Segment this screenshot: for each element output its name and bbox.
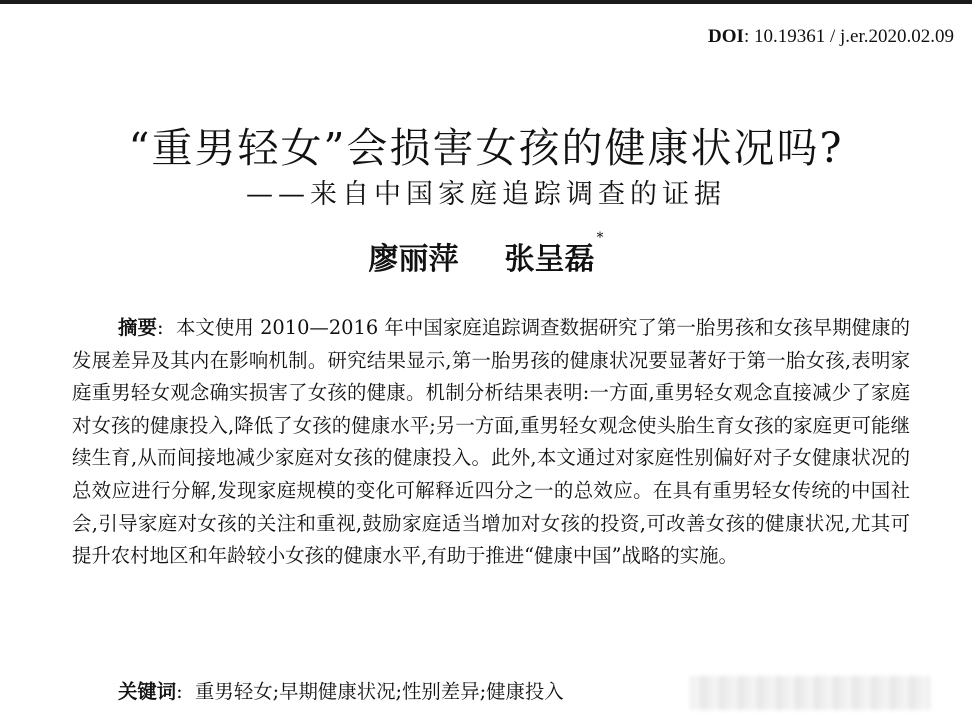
keywords-text: 重男轻女;早期健康状况;性别差异;健康投入	[195, 680, 564, 703]
abstract-text: 本文使用 2010—2016 年中国家庭追踪调查数据研究了第一胎男孩和女孩早期健康的发展差异及其内在影响机制。研究结果显示,第一胎男孩的健康状况要显著好于第一胎女孩,表明家庭重男轻女观念确实损害了女孩的健康。机制分析结果表明:一方面,重男轻女观念直接减少了家庭对女孩的健康投入,降低了女孩的健康水平;另一方面,重男轻女观念使头胎生育女孩的家庭更可能继续生育,从而间接地减少家庭对女孩的健康投入。此外,本文通过对家庭性别偏好对子女健康状况的总效应进行分解,发现家庭规模的变化可解释近四分之一的总效应。在具有重男轻女传统的中国社会,引导家庭对女孩的关注和重视,鼓励家庭适当增加对女孩的投资,可改善女孩的健康状况,尤其可提升农村地区和年龄较小女孩的健康水平,有助于推进“健康中国”战略的实施。	[72, 316, 910, 568]
keywords	[118, 676, 564, 704]
keywords-label: 关键词	[118, 680, 177, 703]
author-2	[504, 230, 604, 278]
corresponding-author-mark: *	[596, 230, 604, 246]
author-1	[369, 234, 459, 278]
keywords-separator: :	[176, 680, 183, 703]
doi-value: 10.19361 / j.er.2020.02.09	[753, 26, 954, 47]
author-1-name: 廖丽萍	[368, 242, 459, 277]
top-border	[0, 0, 972, 4]
abstract-separator: :	[156, 316, 164, 339]
author-list	[0, 230, 972, 278]
author-2-name: 张呈磊	[504, 242, 595, 277]
abstract-label: 摘要	[118, 316, 157, 339]
doi-separator: :	[743, 26, 750, 47]
doi-label: DOI	[708, 26, 744, 47]
paper-subtitle: ——来自中国家庭追踪调查的证据	[246, 179, 726, 210]
watermark-blur	[690, 676, 930, 710]
paper-title: “重男轻女”会损害女孩的健康状况吗?	[128, 124, 844, 173]
doi-line	[708, 26, 954, 48]
abstract	[72, 312, 910, 573]
